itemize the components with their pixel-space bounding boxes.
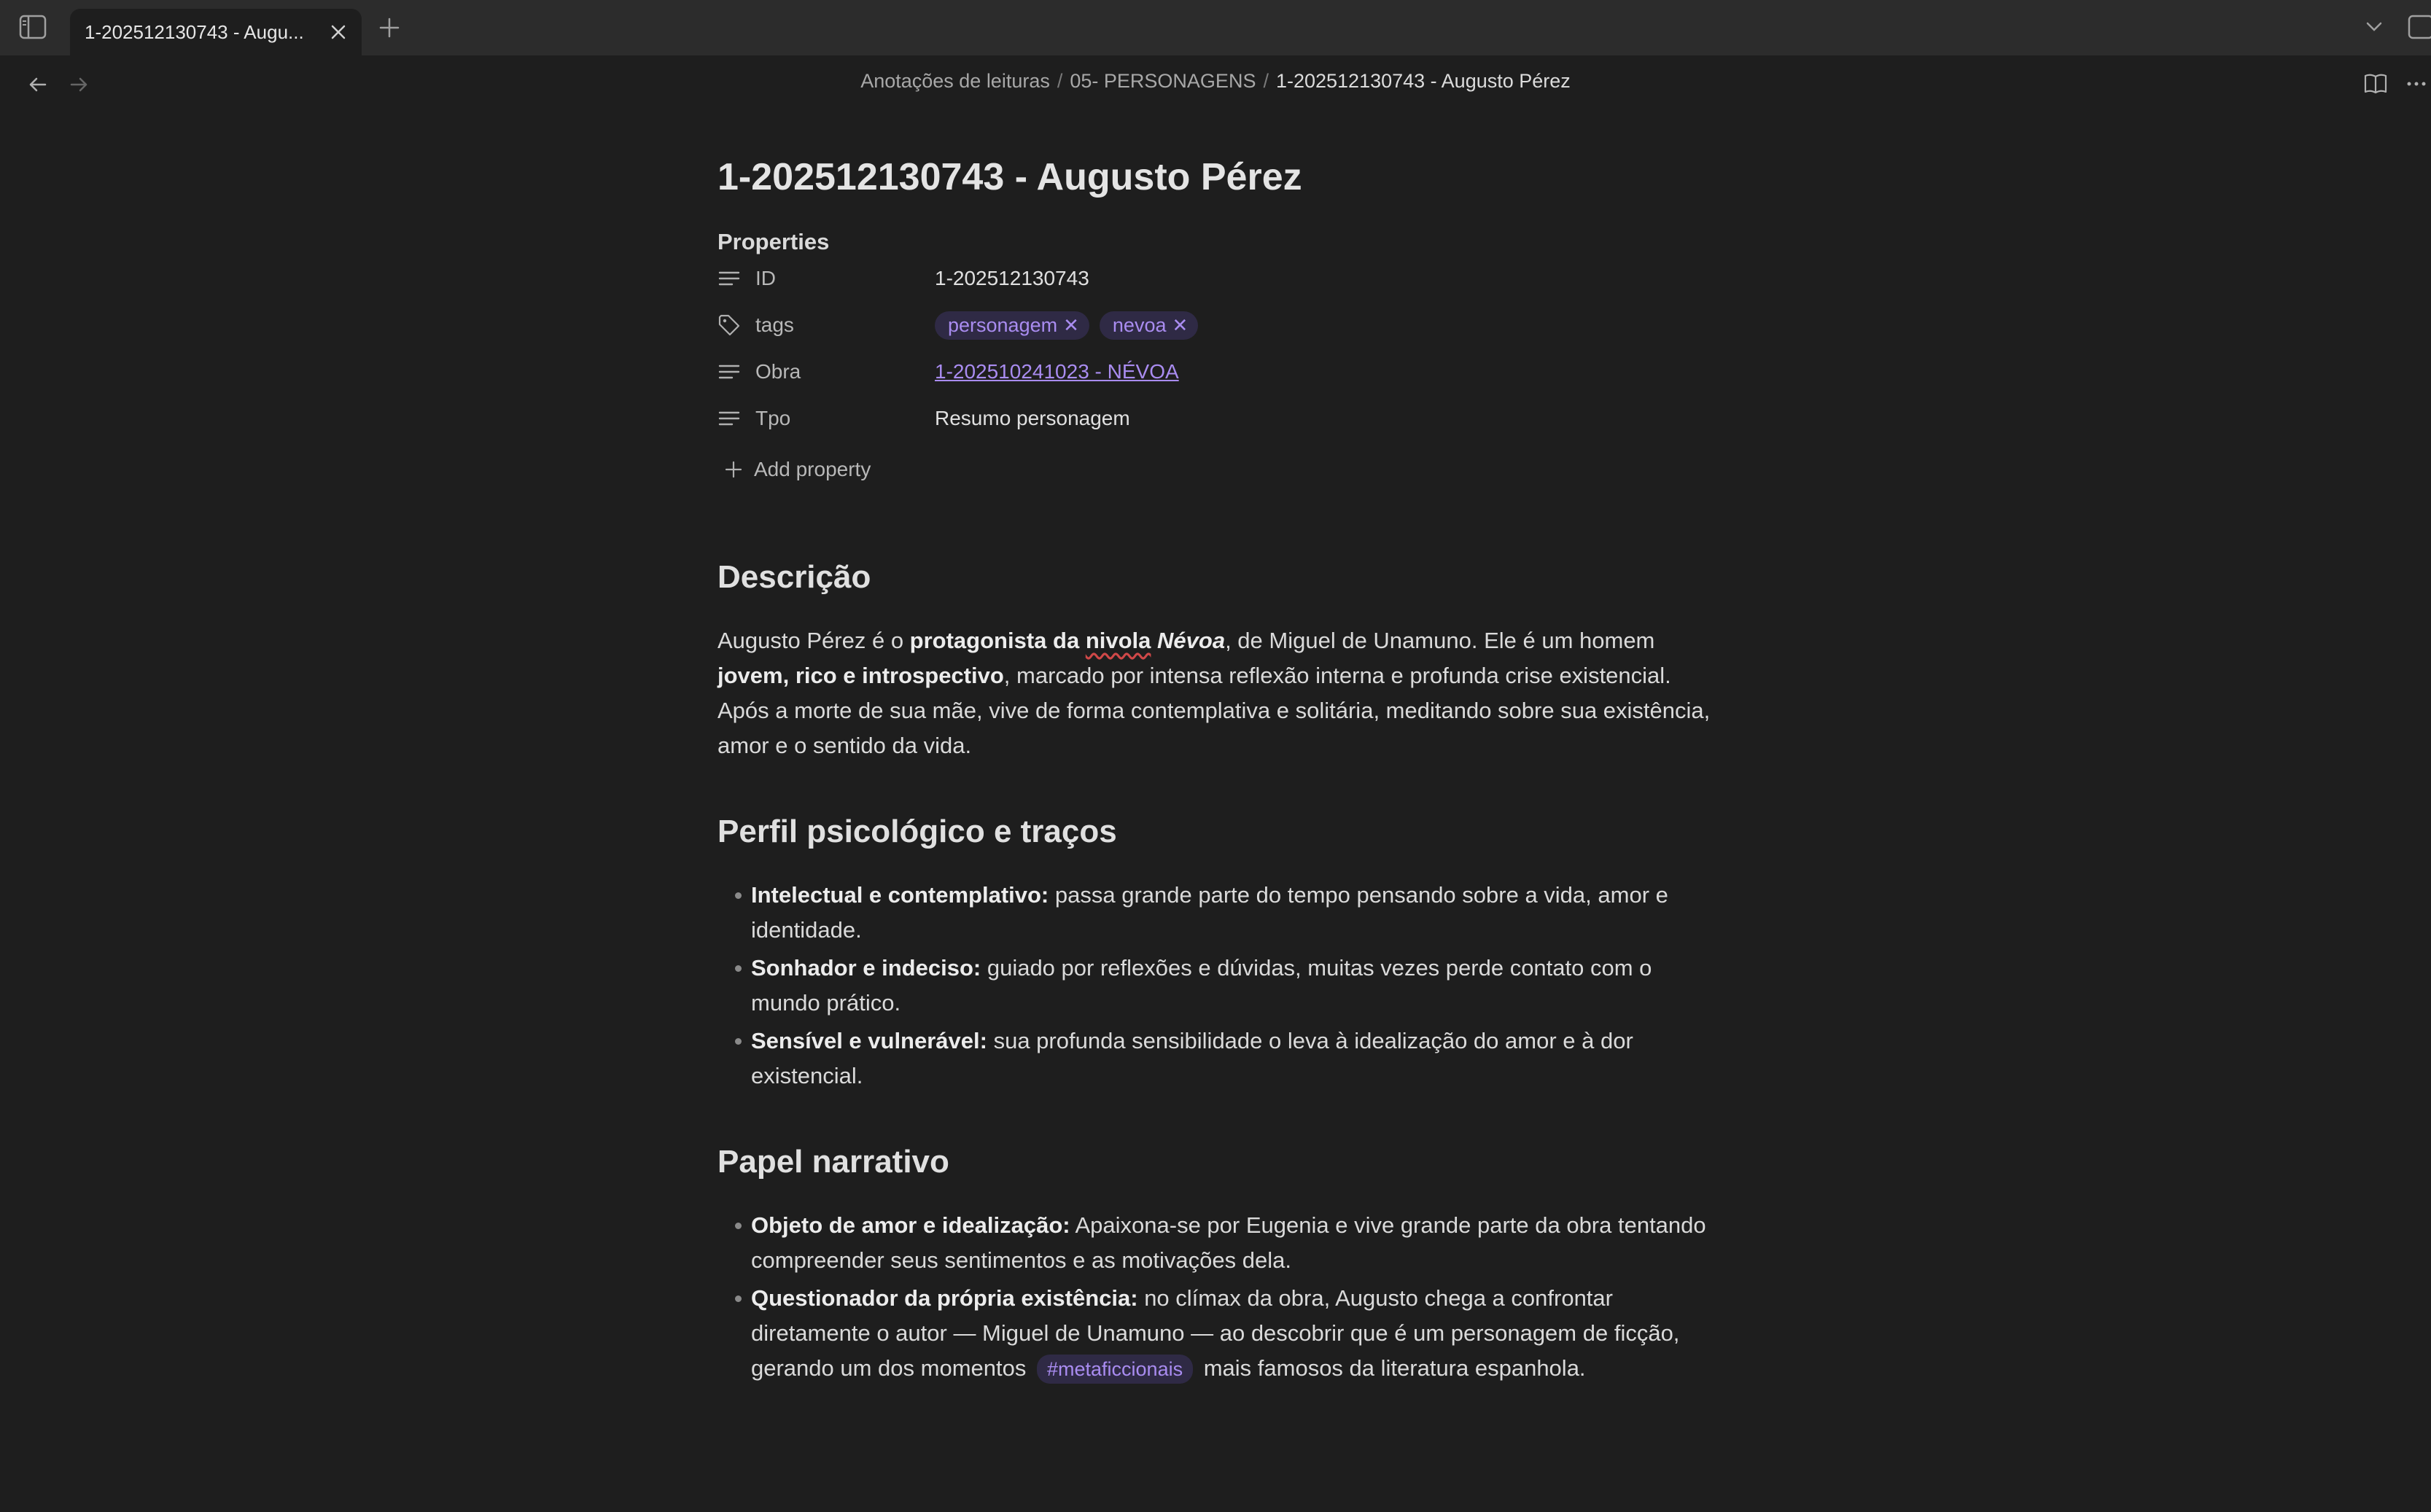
list-item[interactable] — [717, 1281, 1724, 1386]
tab-title: 1-202512130743 - Augu... — [85, 20, 304, 43]
tag-label: personagem — [948, 313, 1058, 336]
bold-run: Intelectual e contemplativo: — [751, 881, 1049, 908]
heading-perfil[interactable]: Perfil psicológico e traços — [717, 814, 1117, 850]
close-icon[interactable]: ✕ — [1172, 313, 1189, 336]
bold-run: Questionador da própria existência: — [751, 1285, 1138, 1311]
text-lines-icon — [717, 407, 741, 430]
spellcheck-word: nivola — [1085, 628, 1151, 654]
paragraph-descricao[interactable] — [717, 623, 1724, 763]
bold-run: Sonhador e indeciso: — [751, 954, 981, 981]
text-run: passa grande parte do tempo pensando sobre a vida, amor e identidade. — [751, 881, 1668, 943]
tag-pill[interactable] — [1100, 311, 1198, 340]
book-open-icon[interactable] — [2362, 71, 2389, 96]
tab-bar — [0, 0, 2431, 55]
nav-bar — [0, 55, 2431, 114]
chevron-down-icon[interactable] — [2362, 15, 2386, 38]
text-lines-icon — [717, 360, 741, 383]
list-item[interactable] — [717, 951, 1724, 1021]
property-obra — [717, 348, 1724, 395]
property-value — [935, 311, 1208, 340]
breadcrumb-item[interactable]: Anotações de leituras — [860, 70, 1050, 92]
list-papel — [717, 1208, 1724, 1386]
text-lines-icon — [717, 267, 741, 290]
breadcrumb-separator: / — [1057, 70, 1063, 92]
text-run: no clímax da obra, Augusto chega a confrontar diretamente o autor — Miguel de Unamuno — ao descobrir que é um personagem de ficção, gerando um dos momentos — [751, 1285, 1680, 1381]
note-content — [717, 114, 1724, 1389]
close-icon[interactable] — [328, 22, 349, 42]
text-run: , de Miguel de Unamuno. Ele é um homem — [1225, 628, 1655, 654]
breadcrumb-current[interactable]: 1-202512130743 - Augusto Pérez — [1275, 70, 1571, 92]
property-value[interactable]: 1-202512130743 — [935, 267, 1089, 290]
bold-run: Sensível e vulnerável: — [751, 1027, 987, 1053]
add-property-button[interactable] — [717, 448, 1724, 491]
hashtag-link[interactable]: #metaficcionais — [1037, 1355, 1193, 1384]
new-tab-plus-icon[interactable] — [376, 15, 402, 41]
property-tags — [717, 302, 1724, 348]
breadcrumb-item[interactable]: 05- PERSONAGENS — [1070, 70, 1256, 92]
heading-papel[interactable]: Papel narrativo — [717, 1143, 949, 1180]
list-item[interactable] — [717, 1208, 1724, 1278]
sidebar-right-icon[interactable] — [2406, 15, 2431, 39]
property-value[interactable]: Resumo personagem — [935, 407, 1130, 430]
plus-icon — [723, 459, 744, 480]
bold-run: jovem, rico e introspectivo — [717, 663, 1004, 689]
property-id — [717, 255, 1724, 302]
bold-run: Objeto de amor e idealização: — [751, 1212, 1070, 1238]
italic-run: Névoa — [1157, 628, 1226, 654]
list-item[interactable] — [717, 1024, 1724, 1094]
breadcrumb — [0, 70, 2431, 93]
page-title[interactable]: 1-202512130743 - Augusto Pérez — [717, 156, 1302, 198]
text-run: , marcado por intensa reflexão interna e profunda crise existencial. Após a morte de sua mãe, vive de forma contemplativa e solitária, meditando sobre sua existência, amor e o sentido da vida. — [717, 663, 1711, 759]
heading-descricao[interactable]: Descrição — [717, 559, 871, 596]
text-run: Augusto Pérez é o — [717, 628, 910, 654]
add-property-label: Add property — [754, 458, 871, 481]
text-run: mais famosos da literatura espanhola. — [1197, 1355, 1586, 1381]
text-run: guiado por reflexões e dúvidas, muitas vezes perde contato com o mundo prático. — [751, 954, 1652, 1016]
property-key[interactable]: ID — [755, 267, 776, 290]
obra-link[interactable]: 1-202510241023 - NÉVOA — [935, 360, 1179, 383]
tag-icon — [717, 313, 741, 337]
text-run: sua profunda sensibilidade o leva à idealização do amor e à dor existencial. — [751, 1027, 1633, 1088]
text-run: protagonista da — [909, 628, 1086, 654]
property-tpo — [717, 395, 1724, 442]
tag-pill[interactable] — [935, 311, 1089, 340]
list-perfil — [717, 878, 1724, 1094]
tab-active[interactable] — [70, 9, 362, 55]
more-options-icon[interactable] — [2403, 71, 2430, 96]
bold-run — [910, 628, 1225, 653]
property-key[interactable]: Tpo — [755, 407, 791, 430]
tag-label: nevoa — [1112, 313, 1167, 336]
close-icon[interactable]: ✕ — [1063, 313, 1079, 336]
text-run: Apaixona-se por Eugenia e vive grande parte da obra tentando compreender seus sentimentos e as motivações dela. — [751, 1212, 1706, 1273]
property-key[interactable]: tags — [755, 313, 794, 337]
list-item[interactable] — [717, 878, 1724, 948]
properties-heading[interactable]: Properties — [717, 229, 830, 255]
sidebar-toggle-icon[interactable] — [19, 15, 47, 39]
breadcrumb-separator: / — [1263, 70, 1269, 92]
property-key[interactable]: Obra — [755, 360, 801, 383]
